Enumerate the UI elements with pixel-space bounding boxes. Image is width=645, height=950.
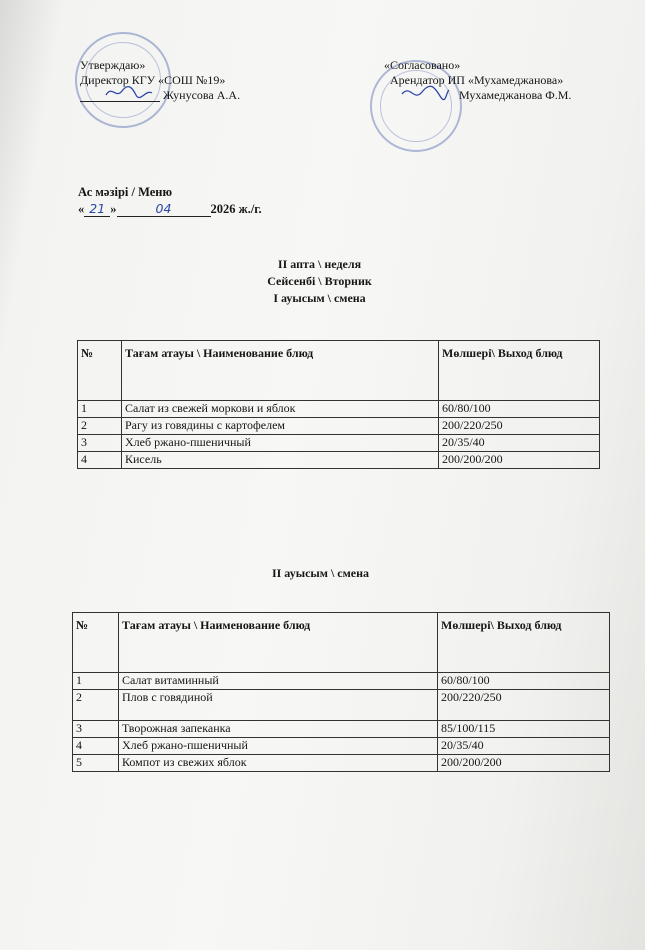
table-row <box>73 673 610 690</box>
menu-title: Ас мәзірі / Меню <box>78 185 173 199</box>
dish-portion: 60/80/100 <box>439 401 600 418</box>
tenant-signature-line <box>390 88 571 102</box>
director-signature <box>104 83 154 101</box>
menu-date: « 21 » 04 2026 ж./г. <box>78 201 262 216</box>
dish-name: Хлеб ржано-пшеничный <box>122 435 439 452</box>
dish-name: Компот из свежих яблок <box>119 755 438 772</box>
table-row <box>78 452 600 469</box>
table-row <box>73 738 610 755</box>
row-number: 1 <box>73 673 119 690</box>
dish-name: Хлеб ржано-пшеничный <box>119 738 438 755</box>
table-row <box>78 418 600 435</box>
table-header-row <box>78 341 600 401</box>
column-header-dish: Тағам атауы \ Наименование блюд <box>122 341 439 401</box>
dish-portion: 200/220/250 <box>438 690 610 721</box>
column-header-portion: Мөлшері\ Выход блюд <box>439 341 600 401</box>
dish-portion: 200/220/250 <box>439 418 600 435</box>
dish-portion: 200/200/200 <box>439 452 600 469</box>
column-header-number: № <box>73 613 119 673</box>
dish-portion: 200/200/200 <box>438 755 610 772</box>
dish-name: Салат витаминный <box>119 673 438 690</box>
column-header-portion: Мөлшері\ Выход блюд <box>438 613 610 673</box>
date-day: 21 <box>84 202 110 217</box>
dish-portion: 85/100/115 <box>438 721 610 738</box>
shift2-heading: ІІ ауысым \ смена <box>271 566 370 580</box>
table-row <box>78 401 600 418</box>
dish-name: Творожная запеканка <box>119 721 438 738</box>
dish-name: Кисель <box>122 452 439 469</box>
table-row <box>78 435 600 452</box>
director-signature-line <box>80 88 240 102</box>
date-month: 04 <box>117 202 211 217</box>
agreed-label: «Согласовано» <box>384 58 461 72</box>
row-number: 2 <box>78 418 122 435</box>
tenant-name: Мухамеджанова Ф.М. <box>459 88 572 102</box>
dish-portion: 60/80/100 <box>438 673 610 690</box>
dish-portion: 20/35/40 <box>438 738 610 755</box>
row-number: 5 <box>73 755 119 772</box>
shift1-heading: І ауысым \ смена <box>273 291 366 305</box>
row-number: 1 <box>78 401 122 418</box>
shift1-menu-table <box>77 340 600 469</box>
shift2-menu-table <box>72 612 610 772</box>
row-number: 4 <box>78 452 122 469</box>
date-year: 2026 ж./г. <box>210 202 262 216</box>
tenant-title: Арендатор ИП «Мухамеджанова» <box>390 73 564 87</box>
dish-portion: 20/35/40 <box>439 435 600 452</box>
table-row <box>73 755 610 772</box>
day-heading: Сейсенбі \ Вторник <box>267 274 372 288</box>
row-number: 4 <box>73 738 119 755</box>
director-title: Директор КГУ «СОШ №19» <box>80 73 226 87</box>
table-header-row <box>73 613 610 673</box>
table-row <box>73 690 610 721</box>
row-number: 3 <box>78 435 122 452</box>
tenant-signature <box>400 84 450 102</box>
column-header-dish: Тағам атауы \ Наименование блюд <box>119 613 438 673</box>
week-heading: II апта \ неделя <box>277 257 362 271</box>
row-number: 3 <box>73 721 119 738</box>
director-name: Жунусова А.А. <box>163 88 241 102</box>
dish-name: Плов с говядиной <box>119 690 438 721</box>
dish-name: Рагу из говядины с картофелем <box>122 418 439 435</box>
dish-name: Салат из свежей моркови и яблок <box>122 401 439 418</box>
table-row <box>73 721 610 738</box>
row-number: 2 <box>73 690 119 721</box>
approved-label: Утверждаю» <box>80 58 146 72</box>
column-header-number: № <box>78 341 122 401</box>
